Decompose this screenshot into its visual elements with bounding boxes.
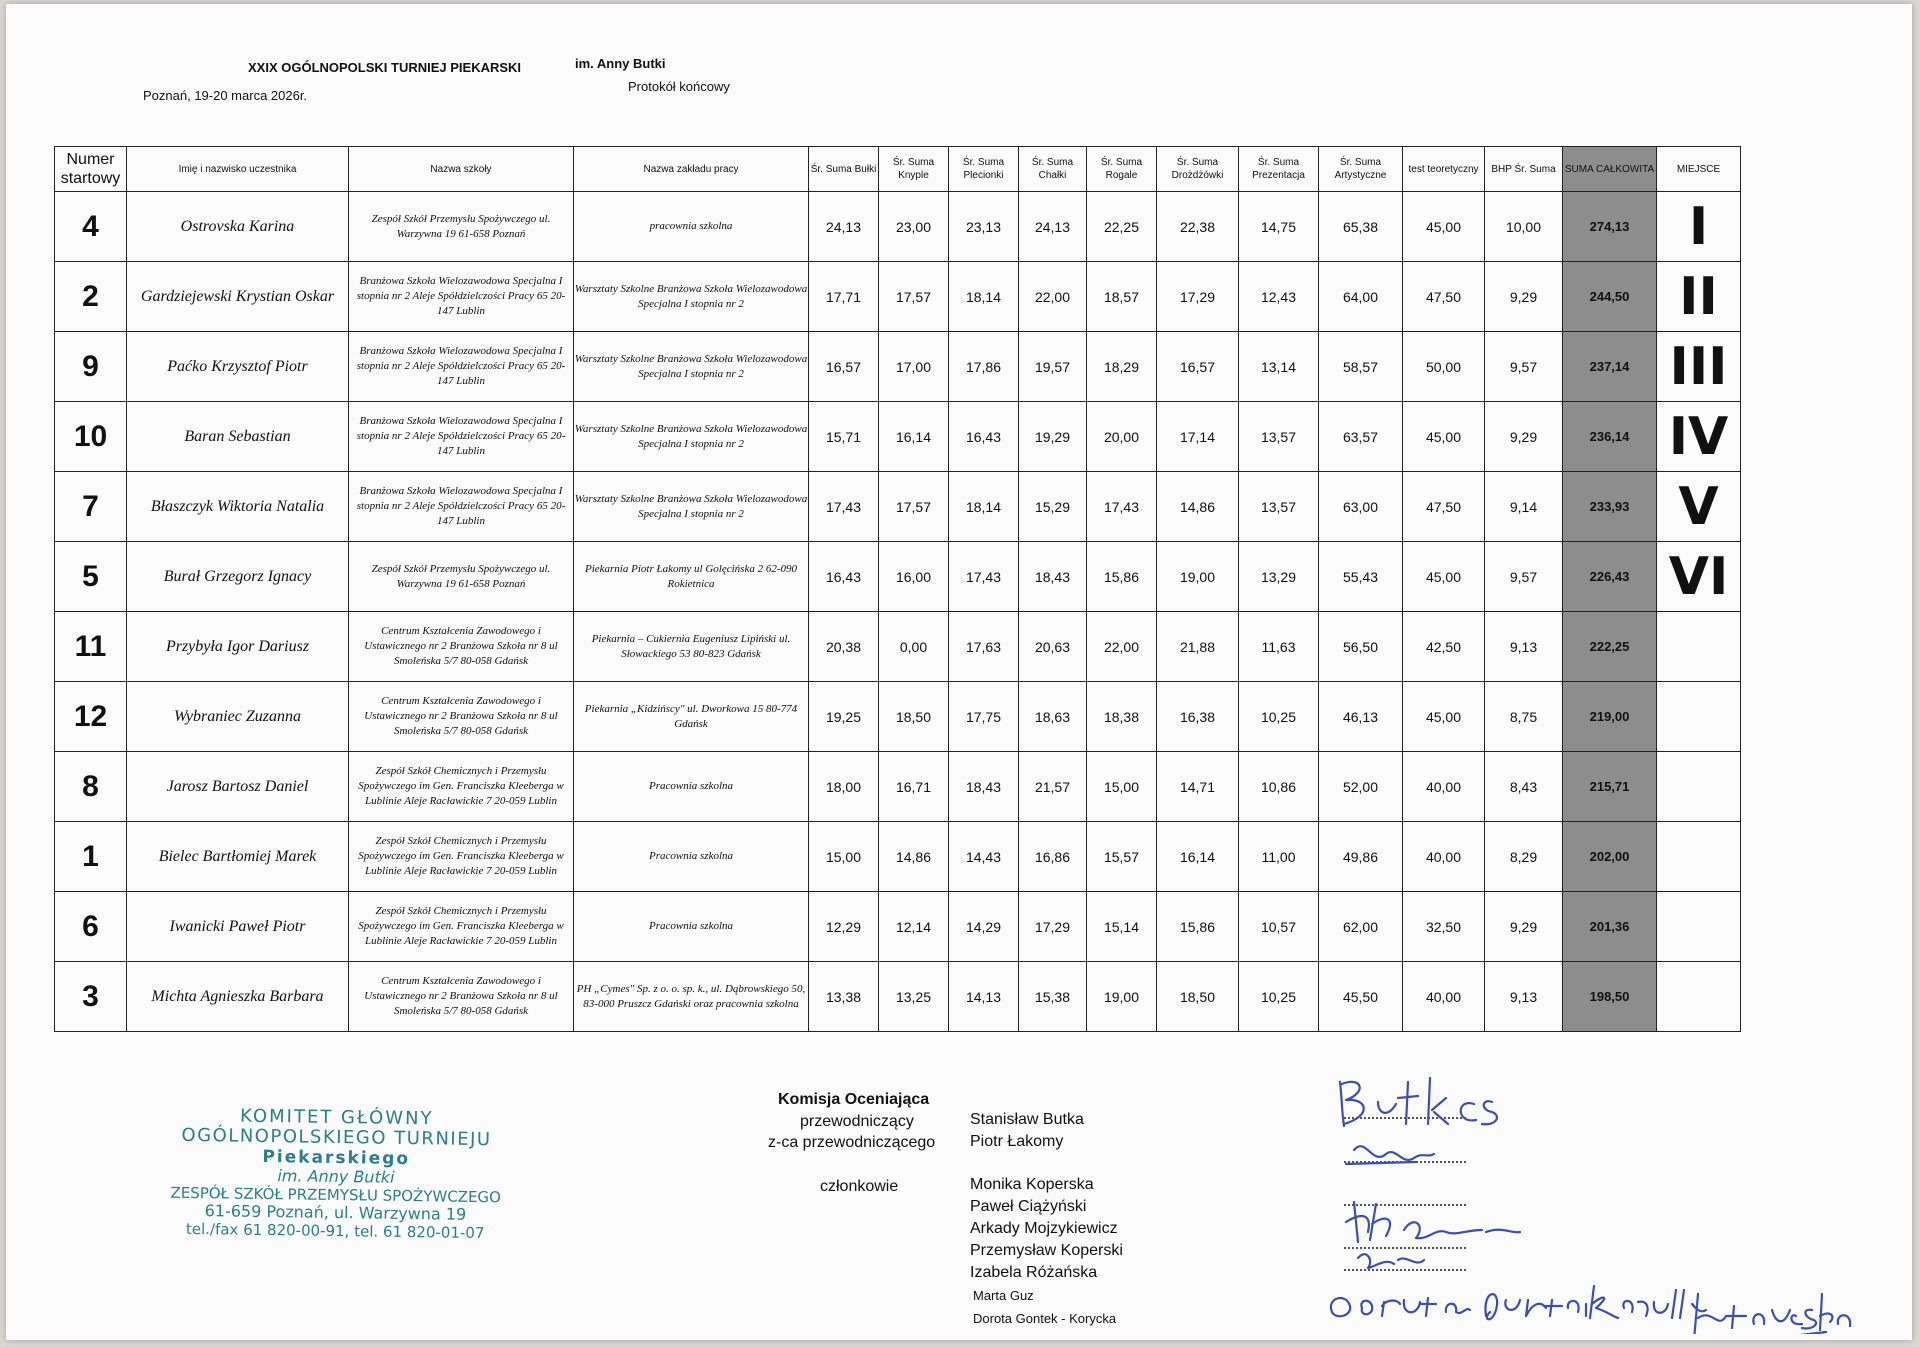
start-number: 5 xyxy=(55,542,127,612)
score-rogale: 15,14 xyxy=(1087,892,1157,962)
score-drozdzowki: 17,29 xyxy=(1157,262,1239,332)
workplace-name: Pracownia szkolna xyxy=(574,822,809,892)
score-test: 47,50 xyxy=(1403,472,1485,542)
score-drozdzowki: 19,00 xyxy=(1157,542,1239,612)
score-chalki: 19,29 xyxy=(1019,402,1087,472)
header-bulki: Śr. Suma Bułki xyxy=(809,147,879,192)
score-drozdzowki: 16,14 xyxy=(1157,822,1239,892)
total-score: 233,93 xyxy=(1563,472,1657,542)
member-name: Przemysław Koperski xyxy=(970,1242,1123,1259)
score-bulki: 18,00 xyxy=(809,752,879,822)
stamp-line-5: ZESPÓŁ SZKÓŁ PRZEMYSŁU SPOŻYWCZEGO xyxy=(170,1183,502,1207)
score-rogale: 22,00 xyxy=(1087,612,1157,682)
chair-name: Stanisław Butka xyxy=(970,1111,1084,1128)
table-row xyxy=(55,192,1741,262)
score-knyple: 14,86 xyxy=(879,822,949,892)
place-numeral xyxy=(1657,752,1741,822)
score-chalki: 18,43 xyxy=(1019,542,1087,612)
score-prezentacja: 10,86 xyxy=(1239,752,1319,822)
table-row xyxy=(55,682,1741,752)
score-rogale: 18,29 xyxy=(1087,332,1157,402)
score-artystyczne: 63,00 xyxy=(1319,472,1403,542)
signature-litawska xyxy=(1692,1294,1850,1334)
score-rogale: 15,86 xyxy=(1087,542,1157,612)
total-score: 202,00 xyxy=(1563,822,1657,892)
score-rogale: 19,00 xyxy=(1087,962,1157,1032)
header-workplace: Nazwa zakładu pracy xyxy=(574,147,809,192)
workplace-name: Warsztaty Szkolne Branżowa Szkoła Wielozawodowa Specjalna I stopnia nr 2 xyxy=(574,332,809,402)
score-bhp: 8,43 xyxy=(1485,752,1563,822)
score-bhp: 9,14 xyxy=(1485,472,1563,542)
stamp-line-4: im. Anny Butki xyxy=(277,1166,395,1187)
score-chalki: 20,63 xyxy=(1019,612,1087,682)
school-name xyxy=(349,682,574,752)
score-chalki: 16,86 xyxy=(1019,822,1087,892)
score-bulki: 15,00 xyxy=(809,822,879,892)
total-score: 236,14 xyxy=(1563,402,1657,472)
participant-name: Gardziejewski Krystian Oskar xyxy=(127,262,349,332)
place-numeral xyxy=(1657,682,1741,752)
score-test: 40,00 xyxy=(1403,822,1485,892)
score-drozdzowki: 16,38 xyxy=(1157,682,1239,752)
header-rogale: Śr. Suma Rogale xyxy=(1087,147,1157,192)
score-chalki: 22,00 xyxy=(1019,262,1087,332)
vice-role: z-ca przewodniczącego xyxy=(768,1134,936,1151)
member-name: Arkady Mojzykiewicz xyxy=(970,1220,1118,1237)
score-prezentacja: 10,57 xyxy=(1239,892,1319,962)
score-prezentacja: 12,43 xyxy=(1239,262,1319,332)
table-row xyxy=(55,752,1741,822)
score-artystyczne: 56,50 xyxy=(1319,612,1403,682)
place-numeral: III xyxy=(1657,332,1741,402)
score-knyple: 23,00 xyxy=(879,192,949,262)
tournament-patron: im. Anny Butki xyxy=(575,56,666,71)
school-name xyxy=(349,262,574,332)
score-plecionki: 14,43 xyxy=(949,822,1019,892)
score-rogale: 18,38 xyxy=(1087,682,1157,752)
score-drozdzowki: 14,86 xyxy=(1157,472,1239,542)
committee-stamp xyxy=(135,1105,537,1243)
school-text: Zespół Szkół Chemicznych i Przemysłu Spożywczego im Gen. Franciszka Kleeberga w Lublinie Aleje Racławickie 7 20-059 Lublin xyxy=(358,765,564,807)
total-score: 237,14 xyxy=(1563,332,1657,402)
header-row xyxy=(55,147,1741,192)
score-artystyczne: 49,86 xyxy=(1319,822,1403,892)
workplace-name: Piekarnia „Kidzińscy" ul. Dworkowa 15 80-774 Gdańsk xyxy=(574,682,809,752)
score-drozdzowki: 21,88 xyxy=(1157,612,1239,682)
stamp-line-7: tel./fax 61 820-00-91, tel. 61 820-01-07 xyxy=(185,1219,485,1243)
score-plecionki: 17,86 xyxy=(949,332,1019,402)
school-name xyxy=(349,752,574,822)
school-text: Branżowa Szkoła Wielozawodowa Specjalna I stopnia nr 2 Aleje Spółdzielczości Pracy 65 20-147 Lublin xyxy=(356,275,566,317)
score-test: 32,50 xyxy=(1403,892,1485,962)
score-rogale: 22,25 xyxy=(1087,192,1157,262)
score-test: 45,00 xyxy=(1403,402,1485,472)
score-plecionki: 17,63 xyxy=(949,612,1019,682)
place-numeral xyxy=(1657,962,1741,1032)
signature-member-2 xyxy=(1358,1254,1424,1268)
participant-name: Ostrovska Karina xyxy=(127,192,349,262)
score-drozdzowki: 16,57 xyxy=(1157,332,1239,402)
score-bhp: 9,29 xyxy=(1485,892,1563,962)
score-artystyczne: 63,57 xyxy=(1319,402,1403,472)
score-rogale: 17,43 xyxy=(1087,472,1157,542)
header-name: Imię i nazwisko uczestnika xyxy=(127,147,349,192)
start-number: 9 xyxy=(55,332,127,402)
signature-butka xyxy=(1340,1078,1497,1126)
school-name xyxy=(349,402,574,472)
score-artystyczne: 46,13 xyxy=(1319,682,1403,752)
score-drozdzowki: 17,14 xyxy=(1157,402,1239,472)
signature-member xyxy=(1346,1202,1520,1242)
score-chalki: 15,29 xyxy=(1019,472,1087,542)
score-drozdzowki: 14,71 xyxy=(1157,752,1239,822)
score-knyple: 13,25 xyxy=(879,962,949,1032)
participant-name: Przybyła Igor Dariusz xyxy=(127,612,349,682)
score-test: 45,00 xyxy=(1403,542,1485,612)
stamp-line-6: 61-659 Poznań, ul. Warzywna 19 xyxy=(204,1201,467,1224)
score-prezentacja: 11,00 xyxy=(1239,822,1319,892)
member-name: Marta Guz xyxy=(973,1288,1034,1303)
results-table xyxy=(54,146,1741,1032)
score-artystyczne: 55,43 xyxy=(1319,542,1403,612)
score-test: 45,00 xyxy=(1403,192,1485,262)
workplace-name: Piekarnia Piotr Łakomy ul Golęcińska 2 62-090 Rokietnica xyxy=(574,542,809,612)
table-row xyxy=(55,822,1741,892)
score-rogale: 15,00 xyxy=(1087,752,1157,822)
school-name xyxy=(349,892,574,962)
table-row xyxy=(55,332,1741,402)
start-number: 12 xyxy=(55,682,127,752)
school-text: Zespół Szkół Chemicznych i Przemysłu Spożywczego im Gen. Franciszka Kleeberga w Lublinie Aleje Racławickie 7 20-059 Lublin xyxy=(358,835,564,877)
score-bhp: 9,13 xyxy=(1485,612,1563,682)
workplace-name: Pracownia szkolna xyxy=(574,892,809,962)
score-bulki: 16,43 xyxy=(809,542,879,612)
score-bulki: 24,13 xyxy=(809,192,879,262)
score-plecionki: 17,75 xyxy=(949,682,1019,752)
score-bulki: 19,25 xyxy=(809,682,879,752)
score-knyple: 16,71 xyxy=(879,752,949,822)
header-drozdzowki: Śr. Suma Drożdżówki xyxy=(1157,147,1239,192)
participant-name: Michta Agnieszka Barbara xyxy=(127,962,349,1032)
member-name: Monika Koperska xyxy=(970,1176,1094,1193)
score-test: 40,00 xyxy=(1403,752,1485,822)
header-artystyczne: Śr. Suma Artystyczne xyxy=(1319,147,1403,192)
table-row xyxy=(55,472,1741,542)
score-test: 50,00 xyxy=(1403,332,1485,402)
score-test: 40,00 xyxy=(1403,962,1485,1032)
score-bhp: 8,29 xyxy=(1485,822,1563,892)
participant-name: Iwanicki Paweł Piotr xyxy=(127,892,349,962)
participant-name: Bielec Bartłomiej Marek xyxy=(127,822,349,892)
score-prezentacja: 13,14 xyxy=(1239,332,1319,402)
score-drozdzowki: 15,86 xyxy=(1157,892,1239,962)
table-row xyxy=(55,962,1741,1032)
score-chalki: 21,57 xyxy=(1019,752,1087,822)
start-number: 4 xyxy=(55,192,127,262)
score-knyple: 17,00 xyxy=(879,332,949,402)
school-text: Branżowa Szkoła Wielozawodowa Specjalna I stopnia nr 2 Aleje Spółdzielczości Pracy 65 20-147 Lublin xyxy=(356,415,566,457)
score-knyple: 17,57 xyxy=(879,262,949,332)
score-rogale: 20,00 xyxy=(1087,402,1157,472)
score-artystyczne: 62,00 xyxy=(1319,892,1403,962)
protocol-sheet xyxy=(6,4,1912,1340)
participant-name: Baran Sebastian xyxy=(127,402,349,472)
participant-name: Paćko Krzysztof Piotr xyxy=(127,332,349,402)
total-score: 201,36 xyxy=(1563,892,1657,962)
header-knyple: Śr. Suma Knyple xyxy=(879,147,949,192)
start-number: 1 xyxy=(55,822,127,892)
school-text: Zespół Szkół Chemicznych i Przemysłu Spożywczego im Gen. Franciszka Kleeberga w Lublinie Aleje Racławickie 7 20-059 Lublin xyxy=(358,905,564,947)
workplace-name: Warsztaty Szkolne Branżowa Szkoła Wielozawodowa Specjalna I stopnia nr 2 xyxy=(574,262,809,332)
school-text: Centrum Kształcenia Zawodowego i Ustawicznego nr 2 Branżowa Szkoła nr 8 ul Smoleńska 5/7 80-058 Gdańsk xyxy=(364,975,558,1017)
start-number: 6 xyxy=(55,892,127,962)
score-prezentacja: 10,25 xyxy=(1239,962,1319,1032)
place-numeral xyxy=(1657,822,1741,892)
total-score: 198,50 xyxy=(1563,962,1657,1032)
place-numeral: VI xyxy=(1657,542,1741,612)
header-number: Numer startowy xyxy=(55,147,127,192)
score-chalki: 17,29 xyxy=(1019,892,1087,962)
score-prezentacja: 13,57 xyxy=(1239,402,1319,472)
protocol-title: Protokół końcowy xyxy=(628,79,730,94)
score-plecionki: 14,13 xyxy=(949,962,1019,1032)
score-rogale: 15,57 xyxy=(1087,822,1157,892)
score-plecionki: 18,14 xyxy=(949,262,1019,332)
score-plecionki: 18,43 xyxy=(949,752,1019,822)
participant-name: Błaszczyk Wiktoria Natalia xyxy=(127,472,349,542)
start-number: 8 xyxy=(55,752,127,822)
score-artystyczne: 52,00 xyxy=(1319,752,1403,822)
place-numeral xyxy=(1657,612,1741,682)
stamp-line-3: Piekarskiego xyxy=(262,1146,411,1170)
score-chalki: 15,38 xyxy=(1019,962,1087,1032)
start-number: 7 xyxy=(55,472,127,542)
score-knyple: 16,14 xyxy=(879,402,949,472)
table-row xyxy=(55,612,1741,682)
workplace-name: Pracownia szkolna xyxy=(574,752,809,822)
score-plecionki: 16,43 xyxy=(949,402,1019,472)
total-score: 219,00 xyxy=(1563,682,1657,752)
score-plecionki: 17,43 xyxy=(949,542,1019,612)
member-name: Izabela Różańska xyxy=(970,1264,1098,1281)
header-total: SUMA CAŁKOWITA xyxy=(1563,147,1657,192)
school-text: Branżowa Szkoła Wielozawodowa Specjalna I stopnia nr 2 Aleje Spółdzielczości Pracy 65 20-147 Lublin xyxy=(356,485,566,527)
school-text: Zespół Szkół Przemysłu Spożywczego ul. Warzywna 19 61-658 Poznań xyxy=(371,562,551,590)
place-numeral: I xyxy=(1657,192,1741,262)
score-test: 45,00 xyxy=(1403,682,1485,752)
score-bulki: 17,43 xyxy=(809,472,879,542)
score-artystyczne: 65,38 xyxy=(1319,192,1403,262)
score-prezentacja: 10,25 xyxy=(1239,682,1319,752)
school-name xyxy=(349,612,574,682)
score-prezentacja: 14,75 xyxy=(1239,192,1319,262)
score-bulki: 15,71 xyxy=(809,402,879,472)
participant-name: Jarosz Bartosz Daniel xyxy=(127,752,349,822)
total-score: 215,71 xyxy=(1563,752,1657,822)
score-knyple: 17,57 xyxy=(879,472,949,542)
workplace-name: Warsztaty Szkolne Branżowa Szkoła Wielozawodowa Specjalna I stopnia nr 2 xyxy=(574,472,809,542)
score-prezentacja: 13,29 xyxy=(1239,542,1319,612)
workplace-name: Piekarnia – Cukiernia Eugeniusz Lipiński ul. Słowackiego 53 80-823 Gdańsk xyxy=(574,612,809,682)
school-name xyxy=(349,192,574,262)
score-drozdzowki: 22,38 xyxy=(1157,192,1239,262)
score-bulki: 13,38 xyxy=(809,962,879,1032)
header-chalki: Śr. Suma Chałki xyxy=(1019,147,1087,192)
signature-gontek-korycka xyxy=(1331,1286,1706,1319)
member-name: Paweł Ciążyński xyxy=(970,1198,1087,1215)
score-bulki: 17,71 xyxy=(809,262,879,332)
stamp-line-1: KOMITET GŁÓWNY xyxy=(239,1105,434,1130)
score-test: 42,50 xyxy=(1403,612,1485,682)
vice-name: Piotr Łakomy xyxy=(970,1133,1064,1150)
school-text: Centrum Kształcenia Zawodowego i Ustawicznego nr 2 Branżowa Szkoła nr 8 ul Smoleńska 5/7 80-058 Gdańsk xyxy=(364,695,558,737)
score-plecionki: 14,29 xyxy=(949,892,1019,962)
signature-koperska xyxy=(1346,1146,1434,1164)
score-prezentacja: 11,63 xyxy=(1239,612,1319,682)
table-row xyxy=(55,262,1741,332)
school-text: Zespół Szkół Przemysłu Spożywczego ul. Warzywna 19 61-658 Poznań xyxy=(371,212,551,240)
score-bulki: 12,29 xyxy=(809,892,879,962)
score-chalki: 19,57 xyxy=(1019,332,1087,402)
school-name xyxy=(349,332,574,402)
score-rogale: 18,57 xyxy=(1087,262,1157,332)
header-prezentacja: Śr. Suma Prezentacja xyxy=(1239,147,1319,192)
school-name xyxy=(349,822,574,892)
score-chalki: 24,13 xyxy=(1019,192,1087,262)
start-number: 10 xyxy=(55,402,127,472)
start-number: 3 xyxy=(55,962,127,1032)
member-name: Dorota Gontek - Korycka xyxy=(973,1311,1117,1326)
place-date: Poznań, 19-20 marca 2026r. xyxy=(143,88,308,103)
score-prezentacja: 13,57 xyxy=(1239,472,1319,542)
score-bulki: 20,38 xyxy=(809,612,879,682)
header-plecionki: Śr. Suma Plecionki xyxy=(949,147,1019,192)
score-bhp: 9,13 xyxy=(1485,962,1563,1032)
score-knyple: 0,00 xyxy=(879,612,949,682)
participant-name: Wybraniec Zuzanna xyxy=(127,682,349,752)
start-number: 2 xyxy=(55,262,127,332)
place-numeral: II xyxy=(1657,262,1741,332)
school-text: Branżowa Szkoła Wielozawodowa Specjalna I stopnia nr 2 Aleje Spółdzielczości Pracy 65 20-147 Lublin xyxy=(356,345,566,387)
score-bhp: 9,57 xyxy=(1485,332,1563,402)
start-number: 11 xyxy=(55,612,127,682)
score-artystyczne: 58,57 xyxy=(1319,332,1403,402)
school-name xyxy=(349,472,574,542)
school-text: Centrum Kształcenia Zawodowego i Ustawicznego nr 2 Branżowa Szkoła nr 8 ul Smoleńska 5/7 80-058 Gdańsk xyxy=(364,625,558,667)
table-row xyxy=(55,542,1741,612)
place-numeral xyxy=(1657,892,1741,962)
score-bhp: 9,29 xyxy=(1485,262,1563,332)
score-bhp: 9,57 xyxy=(1485,542,1563,612)
tournament-title: XXIX OGÓLNOPOLSKI TURNIEJ PIEKARSKI xyxy=(248,60,522,75)
commission-title: Komisja Oceniająca xyxy=(778,1091,930,1108)
score-drozdzowki: 18,50 xyxy=(1157,962,1239,1032)
header-school: Nazwa szkoły xyxy=(349,147,574,192)
workplace-name: pracownia szkolna xyxy=(574,192,809,262)
school-name xyxy=(349,542,574,612)
score-knyple: 16,00 xyxy=(879,542,949,612)
stamp-line-2: OGÓLNOPOLSKIEGO TURNIEJU xyxy=(181,1124,492,1151)
workplace-name: PH „Cymes" Sp. z o. o. sp. k., ul. Dąbrowskiego 50, 83-000 Pruszcz Gdański oraz pracownia szkolna xyxy=(574,962,809,1032)
table-row xyxy=(55,892,1741,962)
chair-role: przewodniczący xyxy=(800,1113,914,1130)
members-role: członkowie xyxy=(820,1178,899,1195)
score-bulki: 16,57 xyxy=(809,332,879,402)
score-chalki: 18,63 xyxy=(1019,682,1087,752)
score-artystyczne: 45,50 xyxy=(1319,962,1403,1032)
place-numeral: IV xyxy=(1657,402,1741,472)
score-artystyczne: 64,00 xyxy=(1319,262,1403,332)
score-test: 47,50 xyxy=(1403,262,1485,332)
header-test: test teoretyczny xyxy=(1403,147,1485,192)
header-bhp: BHP Śr. Suma xyxy=(1485,147,1563,192)
header-place: MIEJSCE xyxy=(1657,147,1741,192)
place-numeral: V xyxy=(1657,472,1741,542)
score-bhp: 10,00 xyxy=(1485,192,1563,262)
total-score: 226,43 xyxy=(1563,542,1657,612)
score-knyple: 18,50 xyxy=(879,682,949,752)
total-score: 244,50 xyxy=(1563,262,1657,332)
score-bhp: 9,29 xyxy=(1485,402,1563,472)
total-score: 274,13 xyxy=(1563,192,1657,262)
school-name xyxy=(349,962,574,1032)
score-bhp: 8,75 xyxy=(1485,682,1563,752)
workplace-name: Warsztaty Szkolne Branżowa Szkoła Wielozawodowa Specjalna I stopnia nr 2 xyxy=(574,402,809,472)
score-plecionki: 18,14 xyxy=(949,472,1019,542)
score-knyple: 12,14 xyxy=(879,892,949,962)
table-row xyxy=(55,402,1741,472)
score-plecionki: 23,13 xyxy=(949,192,1019,262)
handwritten-signatures xyxy=(1306,1054,1906,1334)
participant-name: Burał Grzegorz Ignacy xyxy=(127,542,349,612)
total-score: 222,25 xyxy=(1563,612,1657,682)
